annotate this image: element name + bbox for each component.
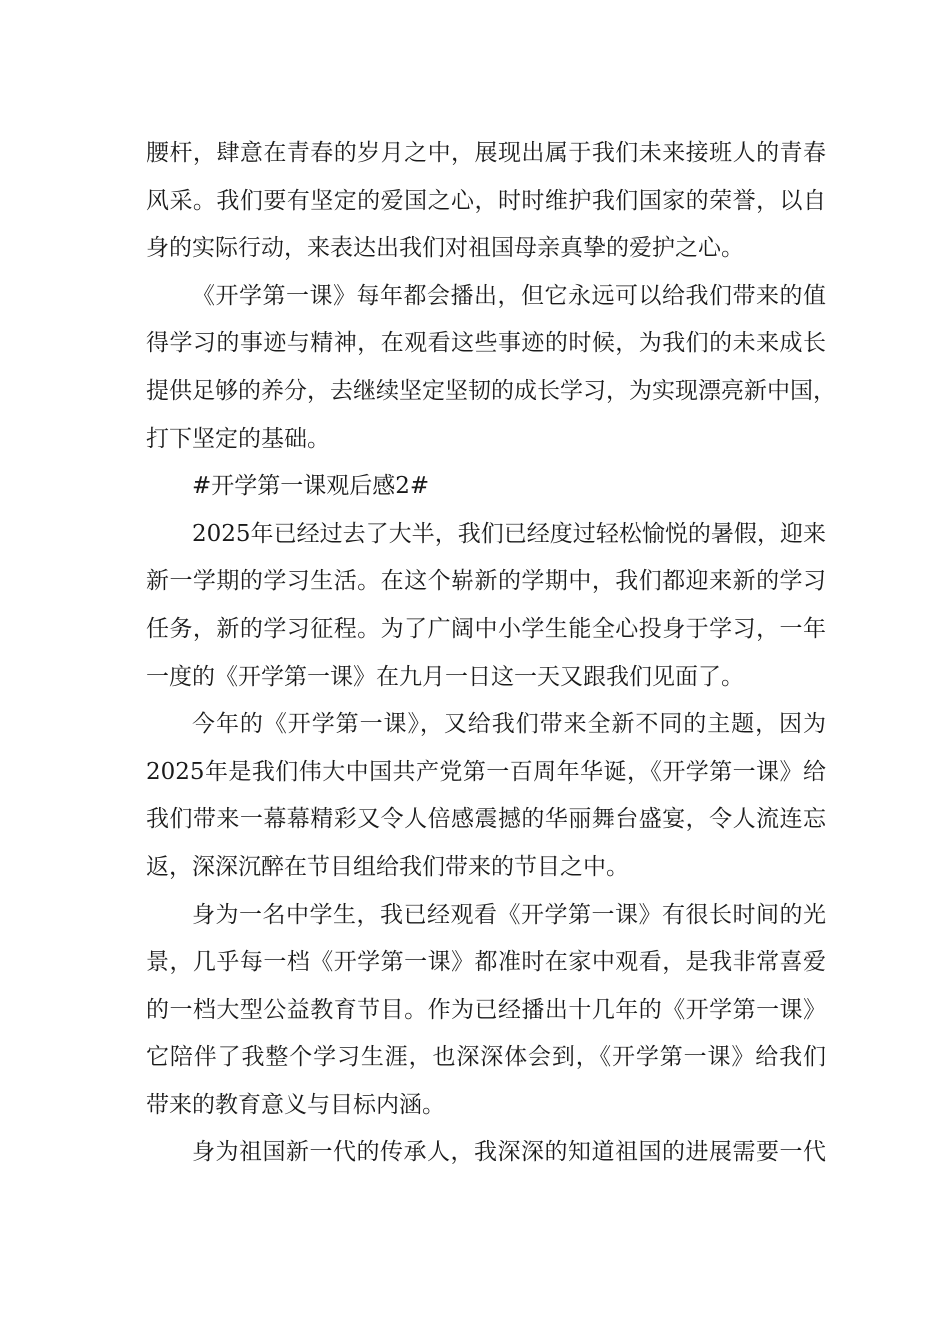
text-line: 一度的《开学第一课》在九月一日这一天又跟我们见面了。: [146, 663, 744, 690]
text-line: 任务，新的学习征程。为了广阔中小学生能全心投身于学习，一年: [146, 615, 826, 642]
text-line: 风采。我们要有坚定的爱国之心，时时维护我们国家的荣誉，以自: [146, 187, 826, 214]
text-line: 身为祖国新一代的传承人，我深深的知道祖国的进展需要一代: [192, 1139, 826, 1166]
text-line: 我们带来一幕幕精彩又令人倍感震撼的华丽舞台盛宴，令人流连忘: [146, 806, 826, 833]
text-line: 景，几乎每一档《开学第一课》都准时在家中观看，是我非常喜爱: [146, 949, 826, 976]
text-line: 带来的教育意义与目标内涵。: [146, 1091, 445, 1118]
text-line: 新一学期的学习生活。在这个崭新的学期中，我们都迎来新的学习: [146, 568, 826, 595]
text-line: 得学习的事迹与精神，在观看这些事迹的时候，为我们的未来成长: [146, 330, 826, 357]
body-text: [146, 130, 836, 1177]
text-line: 打下坚定的基础。: [146, 425, 330, 452]
text-line: 腰杆，肆意在青春的岁月之中，展现出属于我们未来接班人的青春: [146, 140, 826, 166]
text-line: 提供足够的养分，去继续坚定坚韧的成长学习，为实现漂亮新中国，: [146, 377, 836, 404]
text-line: 2025年已经过去了大半，我们已经度过轻松愉悦的暑假，迎来: [192, 520, 826, 547]
text-line: 身为一名中学生，我已经观看《开学第一课》有很长时间的光: [192, 901, 826, 928]
text-line: 它陪伴了我整个学习生涯，也深深体会到，《开学第一课》给我们: [146, 1044, 826, 1071]
text-line: 《开学第一课》每年都会播出，但它永远可以给我们带来的值: [192, 282, 826, 309]
text-line: 的一档大型公益教育节目。作为已经播出十几年的《开学第一课》: [146, 996, 826, 1023]
text-line: 2025年是我们伟大中国共产党第一百周年华诞，《开学第一课》给: [146, 758, 826, 785]
text-line: #开学第一课观后感2#: [192, 473, 430, 500]
text-line: 身的实际行动，来表达出我们对祖国母亲真挚的爱护之心。: [146, 235, 744, 262]
text-line: 今年的《开学第一课》，又给我们带来全新不同的主题，因为: [192, 711, 826, 738]
text-line: 返，深深沉醉在节目组给我们带来的节目之中。: [146, 853, 629, 880]
